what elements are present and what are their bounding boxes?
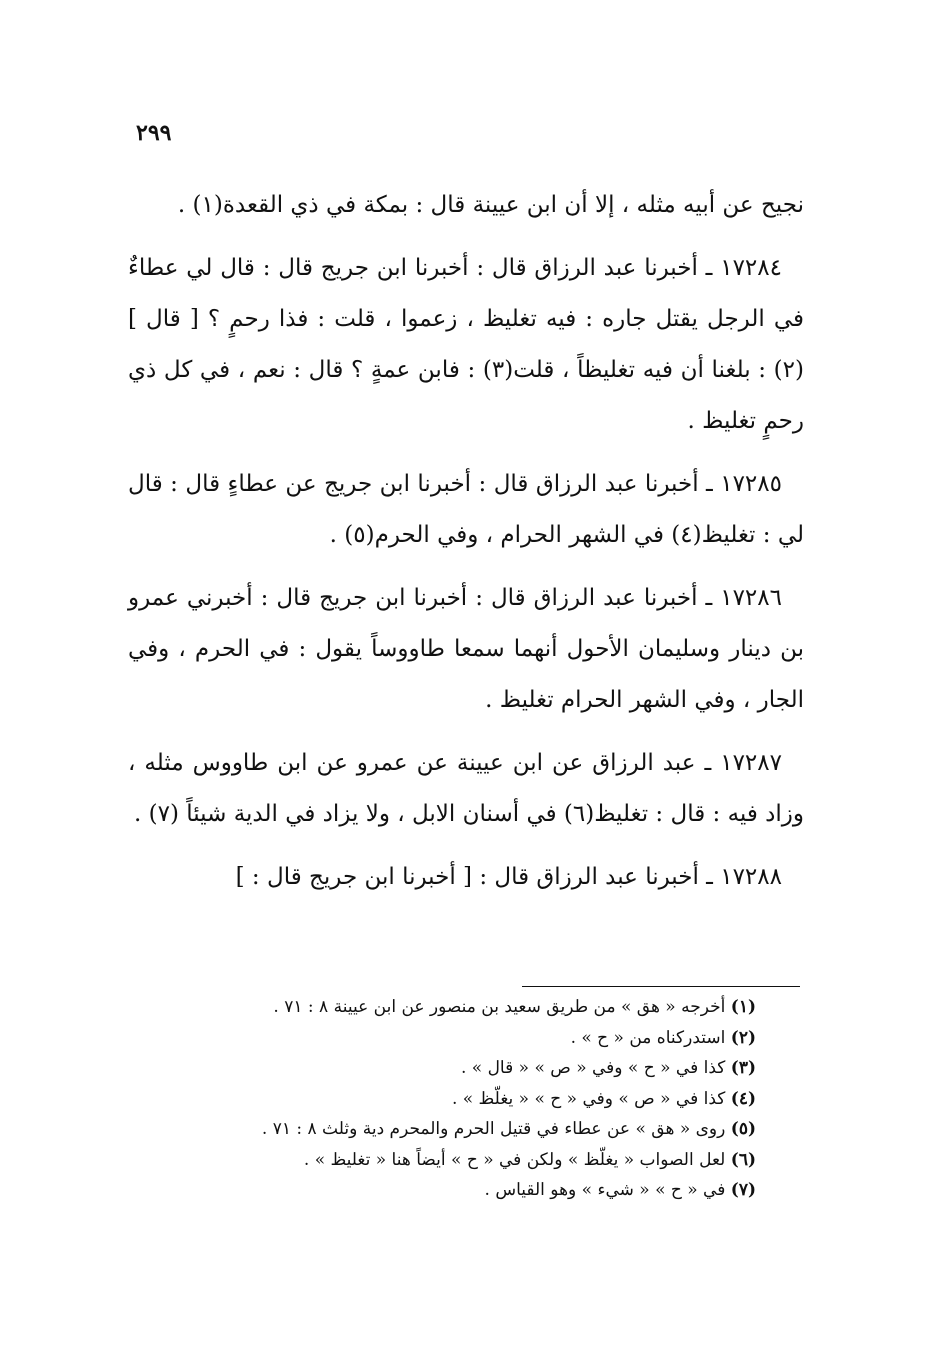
- hadith-17288: ١٧٢٨٨ ـ أخبرنا عبد الرزاق قال : [ أخبرنا ابن جريج قال : ]: [235, 864, 782, 890]
- hadith-17287: ١٧٢٨٧ ـ عبد الرزاق عن ابن عيينة عن عمرو عن ابن طاووس مثله ، وزاد فيه : قال : تغليظ(٦) في أسنان الابل ، ولا يزاد في الدية شيئاً (٧) .: [128, 750, 804, 827]
- hadith-17286: ١٧٢٨٦ ـ أخبرنا عبد الرزاق قال : أخبرنا ابن جريج قال : أخبرني عمرو بن دينار وسليمان الأحول أنهما سمعا طاووساً يقول : في الحرم ، وفي الجار ، وفي الشهر الحرام تغليظ .: [128, 585, 804, 713]
- main-text: [128, 180, 804, 915]
- footnote-6: (٦) لعل الصواب « يغلّظ » ولكن في « ح » أيضاً هنا « تغليظ » .: [303, 1149, 756, 1170]
- hadith-17284: ١٧٢٨٤ ـ أخبرنا عبد الرزاق قال : أخبرنا ابن جريج قال : قال لي عطاءٌ في الرجل يقتل جاره : فيه تغليظ ، زعموا ، قلت : فذا رحمٍ ؟ [ قال ] (٢) : بلغنا أن فيه تغليظاً ، قلت(٣) : فابن عمةٍ ؟ قال : نعم ، في كل ذي رحمٍ تغليظ .: [128, 255, 804, 434]
- footnote-5: (٥) روى « هق » عن عطاء في قتيل الحرم والمحرم دية وثلث ٨ : ٧١ .: [261, 1119, 756, 1139]
- footnotes: [190, 992, 756, 1206]
- footnote-separator: [522, 986, 800, 987]
- footnote-3: (٣) كذا في « ح » وفي « ص » « قال » .: [460, 1058, 756, 1078]
- footnote-2: (٢) استدركناه من « ح » .: [570, 1027, 756, 1048]
- footnote-1: (١) أخرجه « هق » من طريق سعيد بن منصور عن ابن عيينة ٨ : ٧١ .: [273, 997, 756, 1017]
- footnote-4: (٤) كذا في « ص » وفي « ح » « يغلّظ » .: [451, 1088, 756, 1109]
- paragraph-continuation: نجيح عن أبيه مثله ، إلا أن ابن عيينة قال : بمكة في ذي القعدة(١) .: [177, 192, 804, 218]
- page-number: ٢٩٩: [136, 120, 172, 146]
- hadith-17285: ١٧٢٨٥ ـ أخبرنا عبد الرزاق قال : أخبرنا ابن جريج عن عطاءٍ قال : قال لي : تغليظ(٤) في الشهر الحرام ، وفي الحرم(٥) .: [128, 471, 804, 548]
- footnote-7: (٧) في « ح » « شيء » وهو القياس .: [484, 1180, 756, 1200]
